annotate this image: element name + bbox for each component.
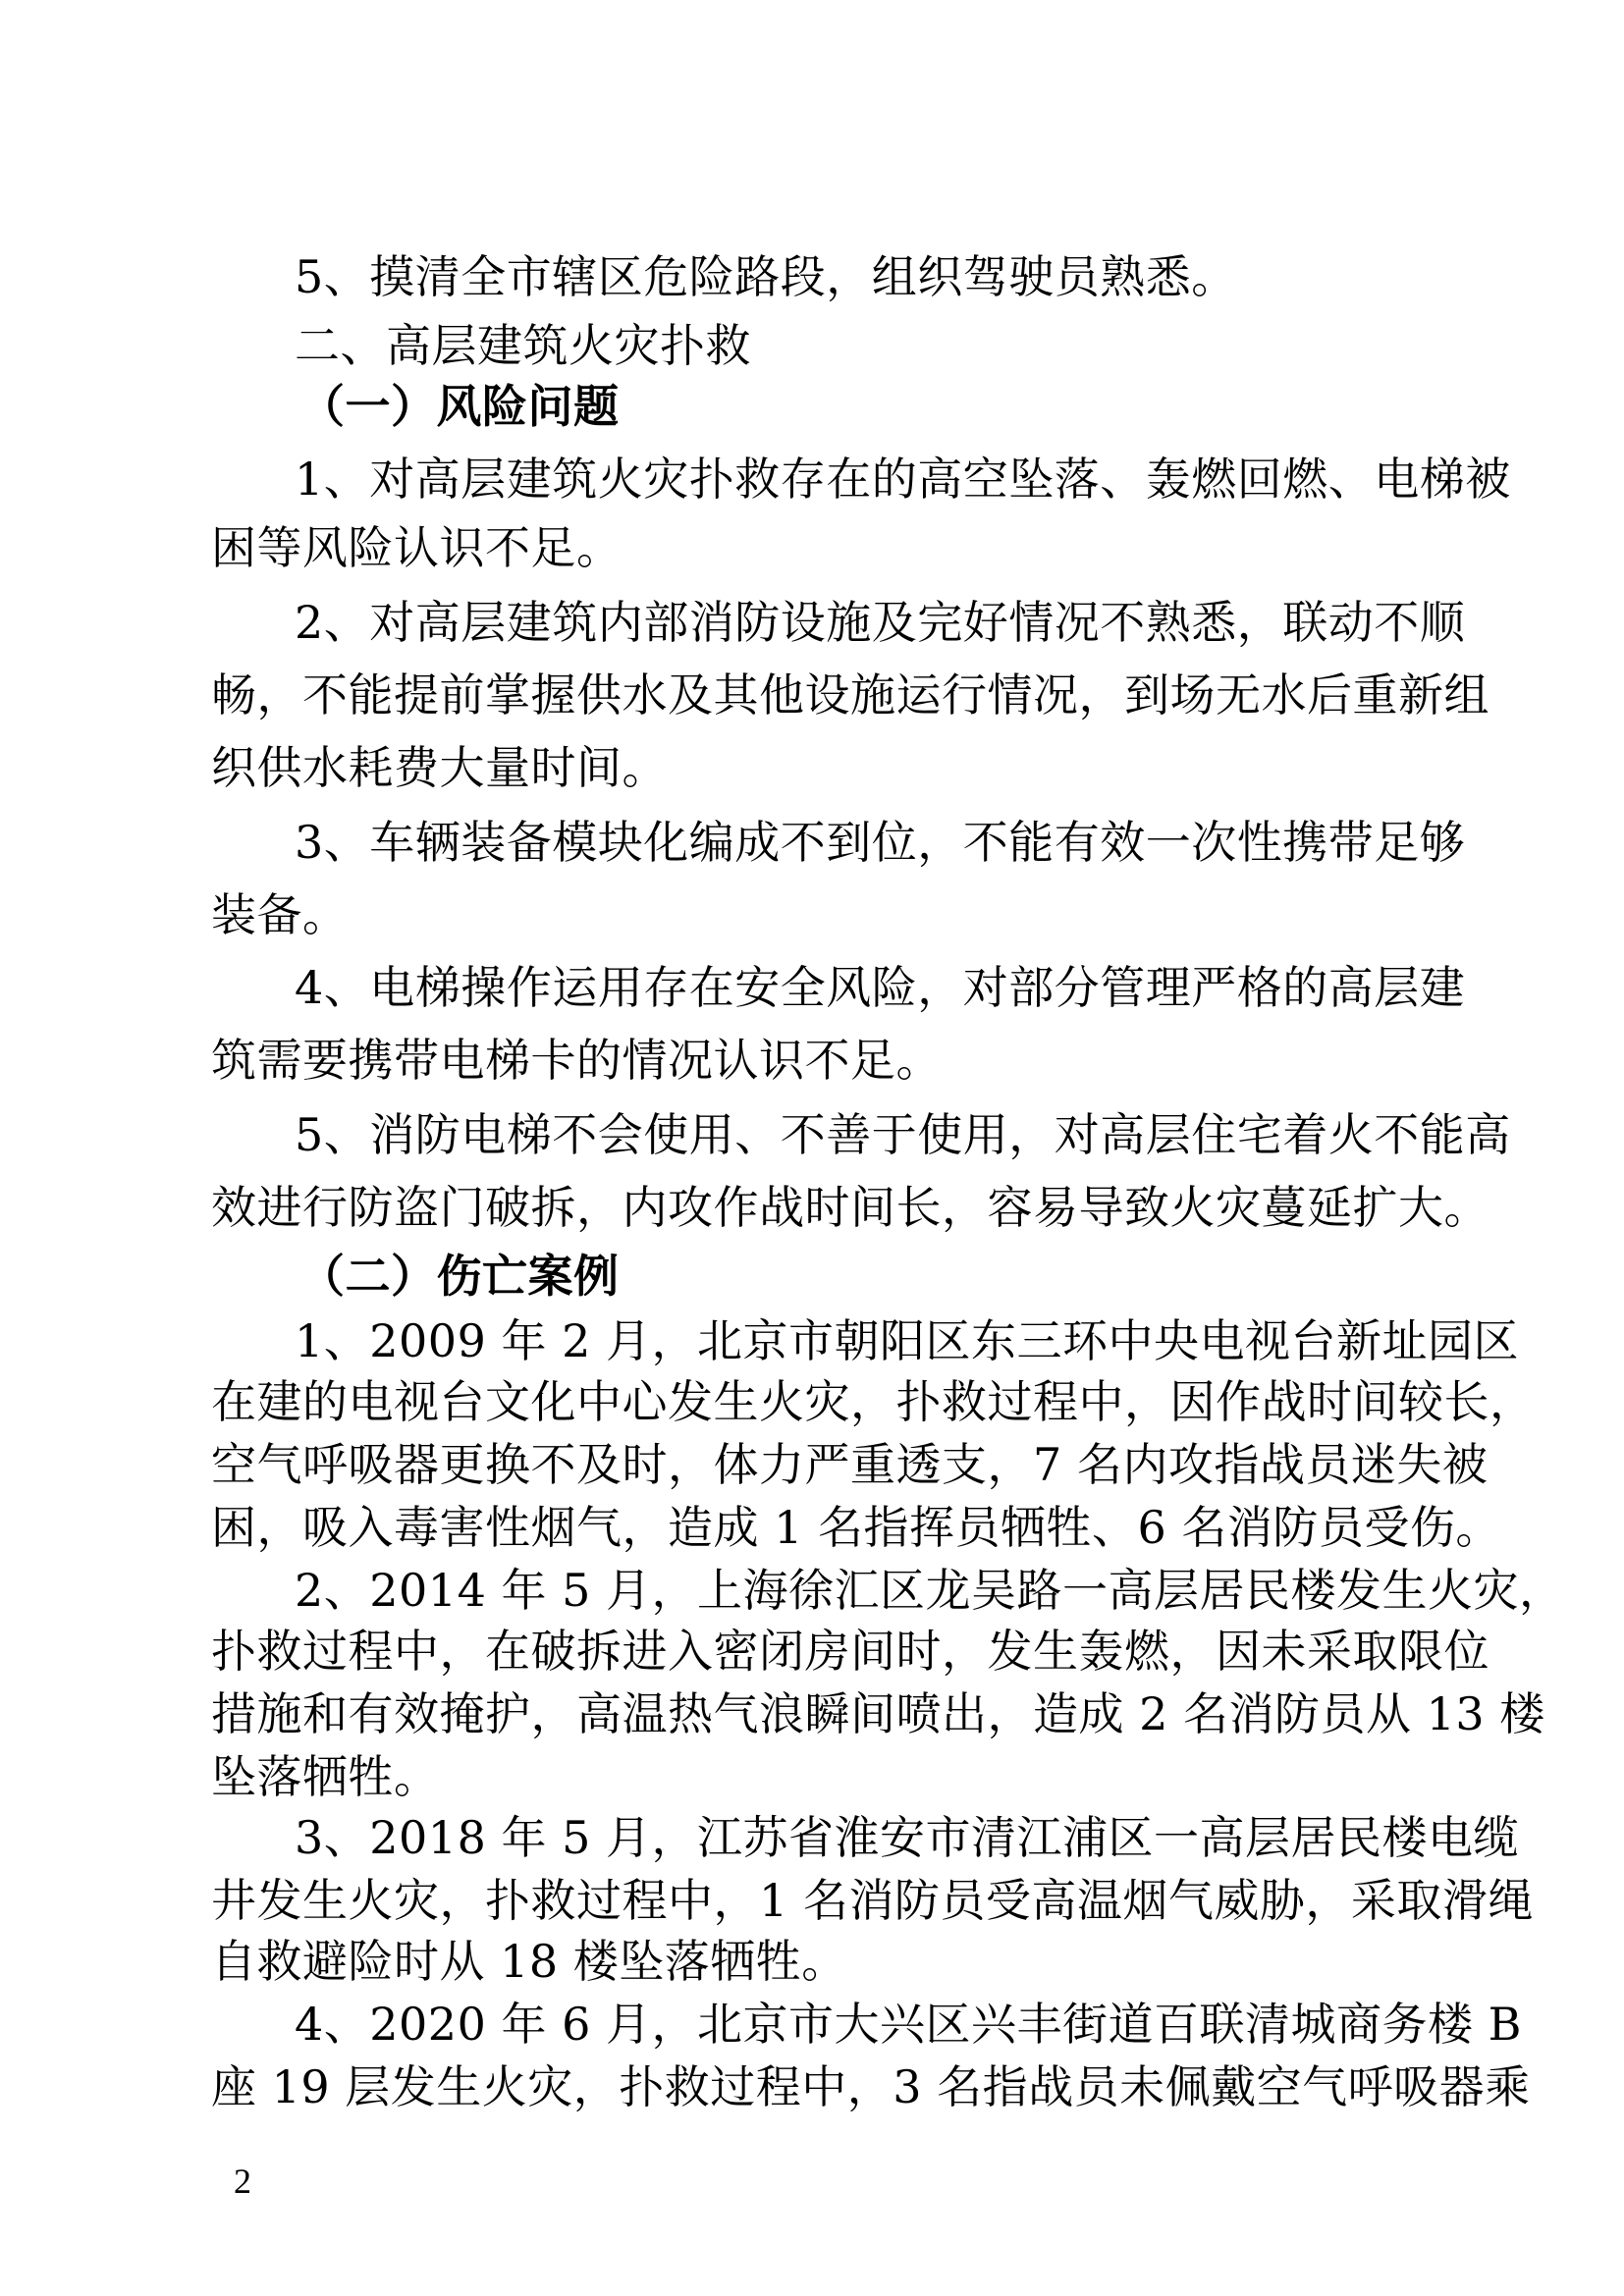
text-line: 4、电梯操作运用存在安全风险，对部分管理严格的高层建 xyxy=(295,961,1466,1014)
text-line: 效进行防盗门破拆，内攻作战时间长，容易导致火灾蔓延扩大。 xyxy=(211,1181,1489,1234)
text-line: 座 19 层发生火灾，扑救过程中，3 名指战员未佩戴空气呼吸器乘 xyxy=(211,2060,1531,2113)
text-line: 织供水耗费大量时间。 xyxy=(211,741,668,794)
text-line: 装备。 xyxy=(211,888,349,941)
text-line: 3、车辆装备模块化编成不到位，不能有效一次性携带足够 xyxy=(295,816,1466,869)
subsection-heading: （二）伤亡案例 xyxy=(299,1250,620,1303)
section-heading: 二、高层建筑火灾扑救 xyxy=(295,319,751,372)
text-line: 5、消防电梯不会使用、不善于使用，对高层住宅着火不能高 xyxy=(295,1108,1511,1161)
text-line: 井发生火灾，扑救过程中，1 名消防员受高温烟气威胁，采取滑绳 xyxy=(211,1874,1534,1927)
text-line: 困，吸入毒害性烟气，造成 1 名指挥员牺牲、6 名消防员受伤。 xyxy=(211,1501,1501,1554)
text-line: 在建的电视台文化中心发生火灾，扑救过程中，因作战时间较长， xyxy=(211,1375,1536,1428)
text-line: 自救避险时从 18 楼坠落牺牲。 xyxy=(211,1935,847,1988)
text-line: 4、2020 年 6 月，北京市大兴区兴丰街道百联清城商务楼 B xyxy=(295,1998,1522,2051)
text-line: 筑需要携带电梯卡的情况认识不足。 xyxy=(211,1034,942,1087)
text-line: 1、2009 年 2 月，北京市朝阳区东三环中央电视台新址园区 xyxy=(295,1314,1519,1367)
text-line: 1、对高层建筑火灾扑救存在的高空坠落、轰燃回燃、电梯被 xyxy=(295,453,1511,506)
text-line: 困等风险认识不足。 xyxy=(211,521,623,574)
text-line: 3、2018 年 5 月，江苏省淮安市清江浦区一高层居民楼电缆 xyxy=(295,1811,1519,1864)
text-line: 空气呼吸器更换不及时，体力严重透支，7 名内攻指战员迷失被 xyxy=(211,1438,1489,1491)
text-line: 坠落牺牲。 xyxy=(211,1750,440,1803)
subsection-heading: （一）风险问题 xyxy=(299,380,620,433)
text-line: 措施和有效掩护，高温热气浪瞬间喷出，造成 2 名消防员从 13 楼 xyxy=(211,1687,1545,1740)
text-line: 畅，不能提前掌握供水及其他设施运行情况，到场无水后重新组 xyxy=(211,668,1489,721)
text-line: 扑救过程中，在破拆进入密闭房间时，发生轰燃，因未采取限位 xyxy=(211,1625,1489,1678)
text-line: 5、摸清全市辖区危险路段，组织驾驶员熟悉。 xyxy=(295,250,1237,303)
text-line: 2、对高层建筑内部消防设施及完好情况不熟悉，联动不顺 xyxy=(295,596,1466,649)
text-line: 2、2014 年 5 月，上海徐汇区龙吴路一高层居民楼发生火灾， xyxy=(295,1564,1565,1617)
page-number: 2 xyxy=(234,2162,251,2201)
